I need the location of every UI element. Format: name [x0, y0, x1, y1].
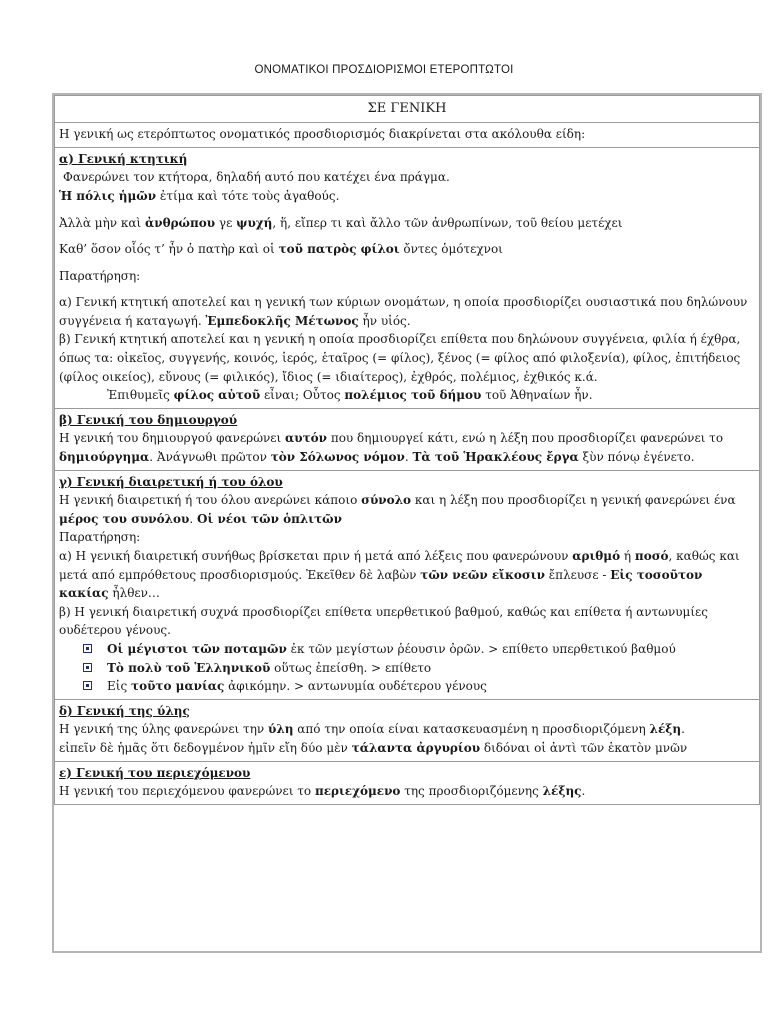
body-text: από την οποία είναι κατασκευασμένη η προσδιοριζόμενη: [293, 722, 650, 737]
section-e-cell: [55, 761, 760, 804]
example-bold: πολέμιος τοῦ δήμου: [344, 388, 482, 403]
example-bold: Ἡ πόλις ἡμῶν: [59, 188, 157, 203]
body-text: Η γενική διαιρετική ή του όλου ανερώνει κάποιο: [59, 493, 362, 508]
section-header: ΣΕ ΓΕΝΙΚΗ: [55, 96, 760, 123]
example-text: ἐτίμα καὶ τότε τοὺς ἀγαθούς.: [156, 188, 340, 203]
section-a-note-b: β) Γενική κτητική αποτελεί και η γενική η οποία προσδιορίζει επίθετα που δηλώνουν συγγένεια, φιλία ή έχθρα, όπως τα: οἰκεῖος, συγγενής, κοινός, ἱερός, ἑταῖρος (= φίλος), ξένος (= φίλος από φιλοξενία), φίλος, ἐπιτήδειος (φίλος οικείος), εὔνους (= φιλικός), ἴδιος (= ιδιαίτερος), ἐχθρός, πολέμιος, ἐχθικός κ.ά.: [59, 332, 741, 384]
example-text: τοῦ Ἀθηναίων ἦν.: [481, 388, 593, 403]
section-e-body: [59, 782, 755, 801]
list-item: [83, 640, 755, 659]
body-text: .: [581, 784, 586, 799]
body-bold: αυτόν: [285, 431, 327, 446]
intro-text: Η γενική ως ετερόπτωτος ονοματικός προσδιορισμός διακρίνεται στα ακόλουθα είδη:: [59, 127, 586, 142]
body-bold: Οἱ νέοι τῶν ὁπλιτῶν: [197, 511, 342, 526]
body-text: .: [189, 511, 198, 526]
body-text: . Ἀνάγνωθι πρῶτον: [149, 450, 271, 465]
note-text: α) Η γενική διαιρετική συνήθως βρίσκεται πριν ή μετά από λέξεις που φανερώνουν: [59, 549, 573, 564]
body-bold: αριθμό: [572, 549, 621, 564]
note-text: , καθώς και μετά από εμπρόθετους προσδιορισμούς. Ἐκεῖθεν δὲ λαβὼν: [59, 549, 740, 582]
section-a-example-4: [59, 386, 755, 405]
section-c-note-a: [59, 547, 755, 603]
body-bold: τῶν νεῶν εἴκοσιν: [420, 567, 545, 582]
section-d-cell: [55, 699, 760, 761]
section-a-example-1: [59, 187, 755, 206]
example-text: Καθ’ ὅσον οἷός τ’ ἦν ὁ πατὴρ καὶ οἱ: [59, 242, 279, 257]
section-a-example-3: [59, 240, 755, 259]
body-text: της προσδιοριζόμενης: [400, 784, 543, 799]
body-text: ἀφικόμην. > αντωνυμία ουδέτερου γένους: [224, 679, 487, 694]
body-bold: περιεχόμενο: [314, 784, 401, 799]
section-a-heading: α) Γενική κτητική: [59, 151, 188, 166]
example-text: εἰπεῖν δὲ ἡμᾶς ὅτι δεδογμένον ἡμῖν εἴη δύο μὲν: [59, 740, 352, 755]
example-bold: φίλος αὐτοῦ: [173, 388, 261, 403]
section-b-cell: [55, 408, 760, 470]
body-bold: μέρος του συνόλου: [59, 511, 190, 526]
example-text: , ἥ, εἴπερ τι καὶ ἄλλο τῶν ἀνθρωπίνων, τοῦ θείου μετέχει: [272, 215, 623, 230]
body-bold: Τὰ τοῦ Ἡρακλέους ἔργα: [412, 450, 579, 465]
document-title: ΟΝΟΜΑΤΙΚΟΙ ΠΡΟΣΔΙΟΡΙΣΜΟΙ ΕΤΕΡΟΠΤΩΤΟΙ: [254, 64, 514, 76]
body-bold: τὸν Σόλωνος νόμον: [270, 450, 405, 465]
section-a-note-label: Παρατήρηση:: [59, 268, 141, 283]
example-text: Ἐπιθυμεῖς: [107, 388, 174, 403]
body-bold: Εἰς τοσοῦτον κακίας: [59, 567, 703, 601]
body-text: και η λέξη που προσδιορίζει η γενική φανερώνει ένα: [411, 493, 736, 508]
body-bold: Τὸ πολὺ τοῦ Ἑλληνικοῦ: [107, 660, 271, 675]
intro-cell: [55, 123, 760, 148]
example-text: ὄντες ὁμότεχνοι: [399, 242, 503, 257]
body-text: που δημιουργεί κάτι, ενώ η λέξη που προσδιορίζει φανερώνει το: [327, 431, 724, 446]
content-table: [54, 95, 760, 805]
square-bullet-icon: [83, 663, 92, 672]
example-text: εἶναι; Οὗτος: [260, 388, 345, 403]
section-a-desc: Φανερώνει τον κτήτορα, δηλαδή αυτό που κατέχει ένα πράγμα.: [63, 170, 450, 185]
section-b-body: [59, 429, 755, 466]
section-c-bullet-list: [59, 640, 755, 696]
section-c-cell: [55, 470, 760, 699]
example-text: Ἀλλὰ μὴν καὶ: [59, 215, 146, 230]
body-bold: λέξη: [649, 722, 682, 737]
section-b-heading: β) Γενική του δημιουργού: [59, 412, 238, 427]
body-bold: τοῦτο μανίας: [131, 679, 225, 694]
section-a-cell: [55, 147, 760, 408]
example-text: γε: [215, 215, 237, 230]
content-frame: [52, 93, 762, 953]
note-text: ἦν υἱός.: [358, 313, 411, 328]
body-text: .: [681, 722, 685, 737]
section-d-example: [59, 739, 755, 758]
body-text: ξὺν πόνῳ ἐγένετο.: [578, 450, 695, 465]
square-bullet-icon: [83, 681, 92, 690]
body-text: οὕτως ἐπείσθη. > επίθετο: [270, 660, 432, 675]
body-text: .: [404, 450, 413, 465]
example-bold: ἀνθρώπου: [145, 215, 216, 230]
example-bold: ψυχή: [236, 215, 273, 230]
body-bold: Οἱ μέγιστοι τῶν ποταμῶν: [107, 641, 287, 656]
section-c-body: [59, 491, 755, 528]
example-text: διδόναι οἱ ἀντὶ τῶν ἑκατὸν μνῶν: [480, 740, 688, 755]
section-d-body: [59, 720, 755, 739]
section-c-note-b: β) Η γενική διαιρετική συχνά προσδιορίζει επίθετα υπερθετικού βαθμού, καθώς και επίθετα ή αντωνυμίες ουδέτερου γένους.: [59, 604, 708, 638]
section-c-heading: γ) Γενική διαιρετική ή του όλου: [59, 474, 283, 489]
example-bold: τοῦ πατρὸς φίλοι: [278, 242, 400, 257]
note-text: α) Γενική κτητική αποτελεί και η γενική των κύριων ονομάτων, η οποία προσδιορίζει ουσιαστικά που δηλώνουν συγγένεια ή καταγωγή.: [59, 295, 748, 328]
section-a-example-2: [59, 214, 755, 233]
list-item: [83, 659, 755, 678]
list-item: [83, 677, 755, 696]
note-text: ή: [620, 549, 635, 564]
body-text: Η γενική του περιεχόμενου φανερώνει το: [59, 784, 315, 799]
section-e-heading: ε) Γενική του περιεχόμενου: [59, 765, 251, 780]
body-text: Εἰς: [107, 679, 131, 694]
body-text: Η γενική του δημιουργού φανερώνει: [59, 431, 286, 446]
body-bold: σύνολο: [361, 493, 412, 508]
section-d-heading: δ) Γενική της ύλης: [59, 703, 190, 718]
section-a-note-a: [59, 293, 755, 330]
example-bold: τάλαντα ἀργυρίου: [351, 740, 481, 755]
body-text: Η γενική της ύλης φανερώνει την: [59, 722, 268, 737]
square-bullet-icon: [83, 644, 92, 653]
body-bold: ύλη: [268, 722, 294, 737]
example-bold: Ἐμπεδοκλῆς Μέτωνος: [205, 313, 359, 328]
body-text: ἐκ τῶν μεγίστων ῥέουσιν ὀρῶν. > επίθετο υπερθετικού βαθμού: [286, 641, 676, 656]
note-text: ἔπλευσε -: [544, 567, 611, 582]
body-bold: δημιούργημα: [59, 450, 150, 465]
body-bold: λέξης: [542, 784, 582, 799]
note-text: ἦλθεν…: [108, 586, 160, 601]
body-bold: ποσό: [634, 549, 669, 564]
section-c-note-label: Παρατήρηση:: [59, 530, 141, 545]
